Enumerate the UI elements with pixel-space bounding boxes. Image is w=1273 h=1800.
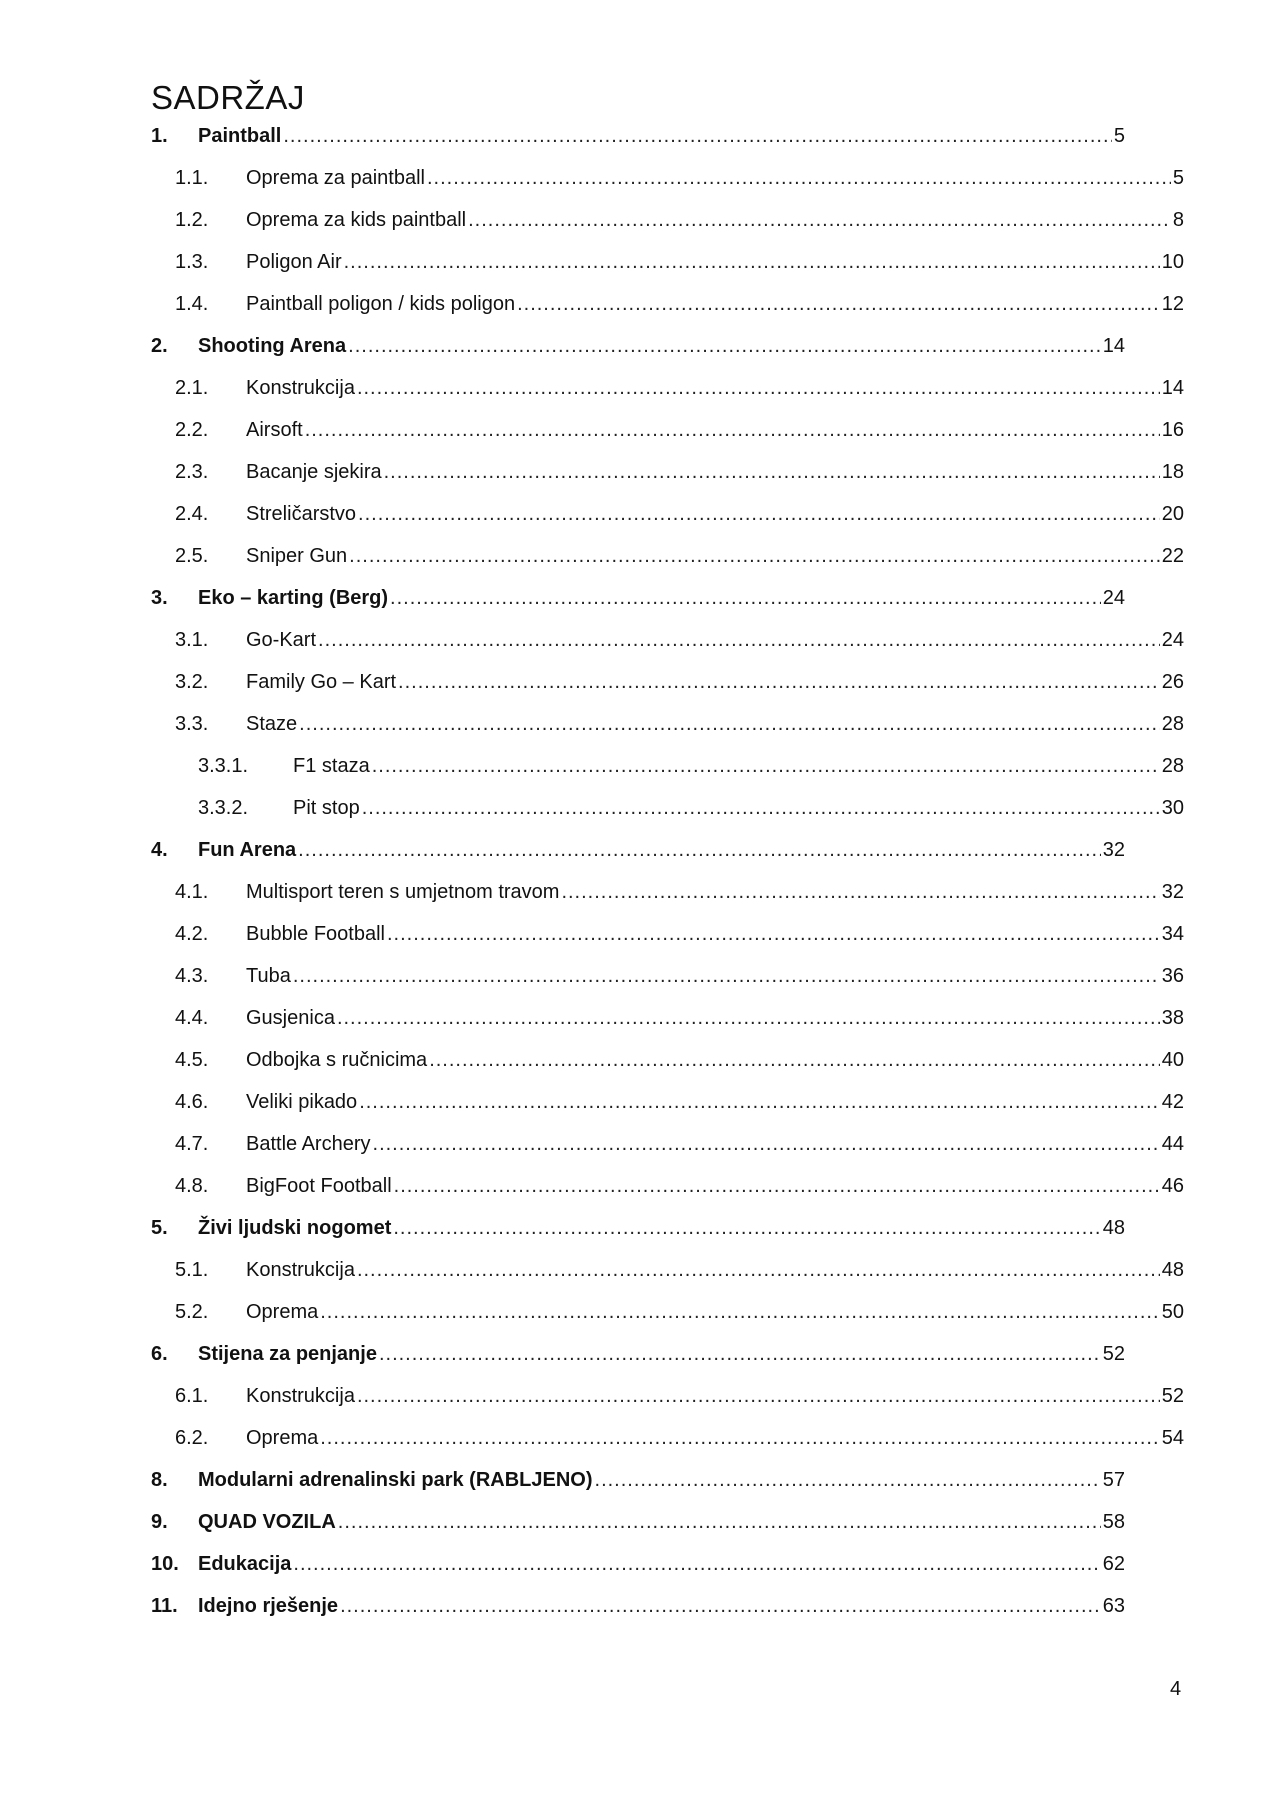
- toc-entry-number: 9.: [151, 1511, 168, 1533]
- toc-entry-label: Gusjenica: [246, 1007, 335, 1029]
- toc-dot-leader: [293, 1550, 1100, 1578]
- toc-entry-page: 18: [1161, 461, 1184, 483]
- toc-entry-page: 63: [1102, 1595, 1125, 1617]
- toc-entry-number: 5.2.: [175, 1301, 209, 1323]
- toc-dot-leader: [373, 1130, 1160, 1158]
- toc-entry[interactable]: [175, 1088, 1184, 1116]
- toc-dot-leader: [298, 836, 1101, 864]
- toc-entry[interactable]: [151, 1466, 1125, 1494]
- toc-entry-page: 52: [1161, 1385, 1184, 1407]
- toc-entry[interactable]: [175, 1172, 1184, 1200]
- toc-entry-label: QUAD VOZILA: [198, 1511, 336, 1533]
- toc-dot-leader: [517, 290, 1160, 318]
- toc-entry-page: 12: [1161, 293, 1184, 315]
- toc-entry-page: 54: [1161, 1427, 1184, 1449]
- toc-entry-page: 20: [1161, 503, 1184, 525]
- toc-entry-number: 4.: [151, 839, 168, 861]
- toc-entry[interactable]: [198, 794, 1184, 822]
- toc-entry-label: Poligon Air: [246, 251, 342, 273]
- toc-entry-label: Modularni adrenalinski park (RABLJENO): [198, 1469, 593, 1491]
- toc-entry-label: Paintball: [198, 125, 282, 147]
- toc-entry-number: 4.8.: [175, 1175, 209, 1197]
- toc-entry[interactable]: [175, 542, 1184, 570]
- toc-entry-number: 2.2.: [175, 419, 209, 441]
- toc-dot-leader: [283, 122, 1112, 150]
- toc-entry[interactable]: [175, 290, 1184, 318]
- toc-entry-page: 38: [1161, 1007, 1184, 1029]
- toc-entry-page: 34: [1161, 923, 1184, 945]
- toc-entry-label: Bubble Football: [246, 923, 385, 945]
- toc-entry-number: 2.3.: [175, 461, 209, 483]
- toc-entry-label: BigFoot Football: [246, 1175, 392, 1197]
- toc-entry-page: 10: [1161, 251, 1184, 273]
- toc-entry-label: Fun Arena: [198, 839, 297, 861]
- toc-entry-label: Battle Archery: [246, 1133, 371, 1155]
- toc-dot-leader: [344, 248, 1160, 276]
- page-number: 4: [1170, 1678, 1182, 1700]
- toc-dot-leader: [320, 1424, 1160, 1452]
- toc-entry-number: 4.6.: [175, 1091, 209, 1113]
- toc-entry-label: Airsoft: [246, 419, 303, 441]
- toc-entry-label: Stijena za penjanje: [198, 1343, 377, 1365]
- toc-dot-leader: [379, 1340, 1101, 1368]
- toc-entry[interactable]: [175, 962, 1184, 990]
- toc-dot-leader: [293, 962, 1160, 990]
- toc-entry[interactable]: [175, 458, 1184, 486]
- toc-dot-leader: [429, 1046, 1160, 1074]
- toc-dot-leader: [357, 374, 1160, 402]
- toc-entry-number: 6.2.: [175, 1427, 209, 1449]
- toc-entry-page: 52: [1102, 1343, 1125, 1365]
- toc-entry-label: Staze: [246, 713, 298, 735]
- toc-entry-number: 4.4.: [175, 1007, 209, 1029]
- toc-entry-number: 4.1.: [175, 881, 209, 903]
- toc-dot-leader: [393, 1214, 1100, 1242]
- toc-entry-number: 3.3.1.: [198, 755, 249, 777]
- toc-entry[interactable]: [198, 752, 1184, 780]
- toc-entry[interactable]: [175, 1046, 1184, 1074]
- toc-dot-leader: [320, 1298, 1160, 1326]
- toc-entry-number: 1.1.: [175, 167, 209, 189]
- toc-entry[interactable]: [175, 1256, 1184, 1284]
- toc-entry-label: Pit stop: [293, 797, 360, 819]
- toc-entry-number: 1.4.: [175, 293, 209, 315]
- toc-entry[interactable]: [175, 1298, 1184, 1326]
- toc-entry-number: 10.: [151, 1553, 179, 1575]
- toc-dot-leader: [362, 794, 1160, 822]
- toc-entry[interactable]: [151, 332, 1125, 360]
- toc-dot-leader: [384, 458, 1160, 486]
- toc-entry-label: Oprema: [246, 1427, 319, 1449]
- toc-entry-label: Multisport teren s umjetnom travom: [246, 881, 560, 903]
- toc-entry-label: F1 staza: [293, 755, 370, 777]
- toc-entry-label: Konstrukcija: [246, 1259, 355, 1281]
- toc-entry-page: 16: [1161, 419, 1184, 441]
- toc-entry-page: 32: [1161, 881, 1184, 903]
- toc-entry-number: 6.1.: [175, 1385, 209, 1407]
- toc-dot-leader: [299, 710, 1160, 738]
- toc-dot-leader: [394, 1172, 1160, 1200]
- toc-entry[interactable]: [151, 584, 1125, 612]
- toc-entry-page: 48: [1102, 1217, 1125, 1239]
- toc-entry-label: Oprema za paintball: [246, 167, 425, 189]
- toc-dot-leader: [387, 920, 1160, 948]
- toc-dot-leader: [305, 416, 1160, 444]
- toc-dot-leader: [357, 1382, 1160, 1410]
- toc-entry-page: 58: [1102, 1511, 1125, 1533]
- toc-entry-label: Streličarstvo: [246, 503, 357, 525]
- toc-dot-leader: [398, 668, 1160, 696]
- toc-entry-label: Paintball poligon / kids poligon: [246, 293, 516, 315]
- toc-entry-page: 44: [1161, 1133, 1184, 1155]
- toc-entry-label: Konstrukcija: [246, 1385, 355, 1407]
- toc-entry-page: 30: [1161, 797, 1184, 819]
- toc-entry-number: 1.: [151, 125, 168, 147]
- toc-entry-number: 2.5.: [175, 545, 209, 567]
- toc-title: SADRŽAJ: [151, 79, 305, 116]
- toc-entry-label: Veliki pikado: [246, 1091, 358, 1113]
- toc-entry-page: 5: [1113, 125, 1125, 147]
- toc-entry-label: Edukacija: [198, 1553, 292, 1575]
- toc-dot-leader: [595, 1466, 1101, 1494]
- toc-entry-number: 1.2.: [175, 209, 209, 231]
- toc-dot-leader: [357, 1256, 1160, 1284]
- toc-dot-leader: [348, 332, 1101, 360]
- toc-entry-page: 28: [1161, 755, 1184, 777]
- toc-entry[interactable]: [175, 710, 1184, 738]
- toc-entry[interactable]: [175, 416, 1184, 444]
- toc-entry[interactable]: [175, 668, 1184, 696]
- toc-entry-number: 5.1.: [175, 1259, 209, 1281]
- toc-dot-leader: [318, 626, 1160, 654]
- toc-entry-page: 14: [1161, 377, 1184, 399]
- toc-entry-number: 5.: [151, 1217, 168, 1239]
- toc-entry-label: Eko – karting (Berg): [198, 587, 389, 609]
- toc-entry[interactable]: [151, 1508, 1125, 1536]
- toc-entry-number: 6.: [151, 1343, 168, 1365]
- toc-entry-page: 24: [1161, 629, 1184, 651]
- toc-entry-number: 3.: [151, 587, 168, 609]
- toc-entry[interactable]: [151, 1592, 1125, 1620]
- toc-entry[interactable]: [175, 626, 1184, 654]
- toc-entry-label: Family Go – Kart: [246, 671, 397, 693]
- toc-dot-leader: [359, 1088, 1160, 1116]
- toc-entry-number: 3.3.2.: [198, 797, 249, 819]
- toc-entry-number: 11.: [151, 1595, 178, 1617]
- toc-dot-leader: [337, 1004, 1160, 1032]
- toc-entry-label: Sniper Gun: [246, 545, 348, 567]
- toc-dot-leader: [340, 1592, 1101, 1620]
- toc-entry[interactable]: [175, 500, 1184, 528]
- toc-entry-label: Bacanje sjekira: [246, 461, 382, 483]
- toc-dot-leader: [468, 206, 1171, 234]
- toc-entry-page: 57: [1102, 1469, 1125, 1491]
- toc-entry-page: 50: [1161, 1301, 1184, 1323]
- toc-entry-label: Shooting Arena: [198, 335, 347, 357]
- toc-entry-page: 46: [1161, 1175, 1184, 1197]
- toc-entry-label: Konstrukcija: [246, 377, 355, 399]
- toc-entry[interactable]: [175, 1004, 1184, 1032]
- toc-entry[interactable]: [175, 164, 1184, 192]
- toc-dot-leader: [358, 500, 1160, 528]
- toc-entry-number: 2.: [151, 335, 168, 357]
- toc-entry-page: 48: [1161, 1259, 1184, 1281]
- toc-entry-label: Idejno rješenje: [198, 1595, 339, 1617]
- toc-entry-number: 1.3.: [175, 251, 209, 273]
- toc-entry-label: Živi ljudski nogomet: [198, 1217, 392, 1239]
- toc-entry-number: 4.2.: [175, 923, 209, 945]
- toc-entry-number: 3.3.: [175, 713, 209, 735]
- toc-entry[interactable]: [151, 836, 1125, 864]
- toc-entry[interactable]: [175, 1382, 1184, 1410]
- toc-dot-leader: [427, 164, 1171, 192]
- toc-entry[interactable]: [151, 122, 1125, 150]
- toc-dot-leader: [338, 1508, 1101, 1536]
- toc-entry[interactable]: [175, 248, 1184, 276]
- toc-entry-number: 2.4.: [175, 503, 209, 525]
- toc-entry[interactable]: [175, 374, 1184, 402]
- toc-entry-page: 32: [1102, 839, 1125, 861]
- toc-dot-leader: [561, 878, 1159, 906]
- toc-entry-number: 2.1.: [175, 377, 209, 399]
- toc-entry-label: Oprema za kids paintball: [246, 209, 467, 231]
- toc-entry[interactable]: [151, 1550, 1125, 1578]
- toc-entry-page: 36: [1161, 965, 1184, 987]
- toc-entry-page: 42: [1161, 1091, 1184, 1113]
- toc-entry-page: 8: [1172, 209, 1184, 231]
- toc-entry-page: 14: [1102, 335, 1125, 357]
- toc-dot-leader: [349, 542, 1160, 570]
- toc-entry[interactable]: [175, 206, 1184, 234]
- toc-entry[interactable]: [175, 1424, 1184, 1452]
- toc-entry-number: 4.7.: [175, 1133, 209, 1155]
- toc-entry-label: Go-Kart: [246, 629, 317, 651]
- toc-entry-page: 62: [1102, 1553, 1125, 1575]
- toc-entry-label: Odbojka s ručnicima: [246, 1049, 428, 1071]
- toc-entry-number: 4.5.: [175, 1049, 209, 1071]
- toc-entry-number: 4.3.: [175, 965, 209, 987]
- toc-dot-leader: [372, 752, 1160, 780]
- toc-entry-page: 24: [1102, 587, 1125, 609]
- toc-entry[interactable]: [175, 920, 1184, 948]
- toc-entry[interactable]: [151, 1340, 1125, 1368]
- toc-entry-number: 3.1.: [175, 629, 209, 651]
- toc-dot-leader: [390, 584, 1101, 612]
- toc-entry-number: 3.2.: [175, 671, 209, 693]
- toc-entry-page: 28: [1161, 713, 1184, 735]
- toc-entry-page: 40: [1161, 1049, 1184, 1071]
- toc-entry-label: Oprema: [246, 1301, 319, 1323]
- toc-entry-page: 26: [1161, 671, 1184, 693]
- toc-entry[interactable]: [151, 1214, 1125, 1242]
- toc-entry[interactable]: [175, 1130, 1184, 1158]
- toc-entry-number: 8.: [151, 1469, 168, 1491]
- toc-entry-page: 22: [1161, 545, 1184, 567]
- toc-entry[interactable]: [175, 878, 1184, 906]
- toc-entry-page: 5: [1172, 167, 1184, 189]
- toc-entry-label: Tuba: [246, 965, 291, 987]
